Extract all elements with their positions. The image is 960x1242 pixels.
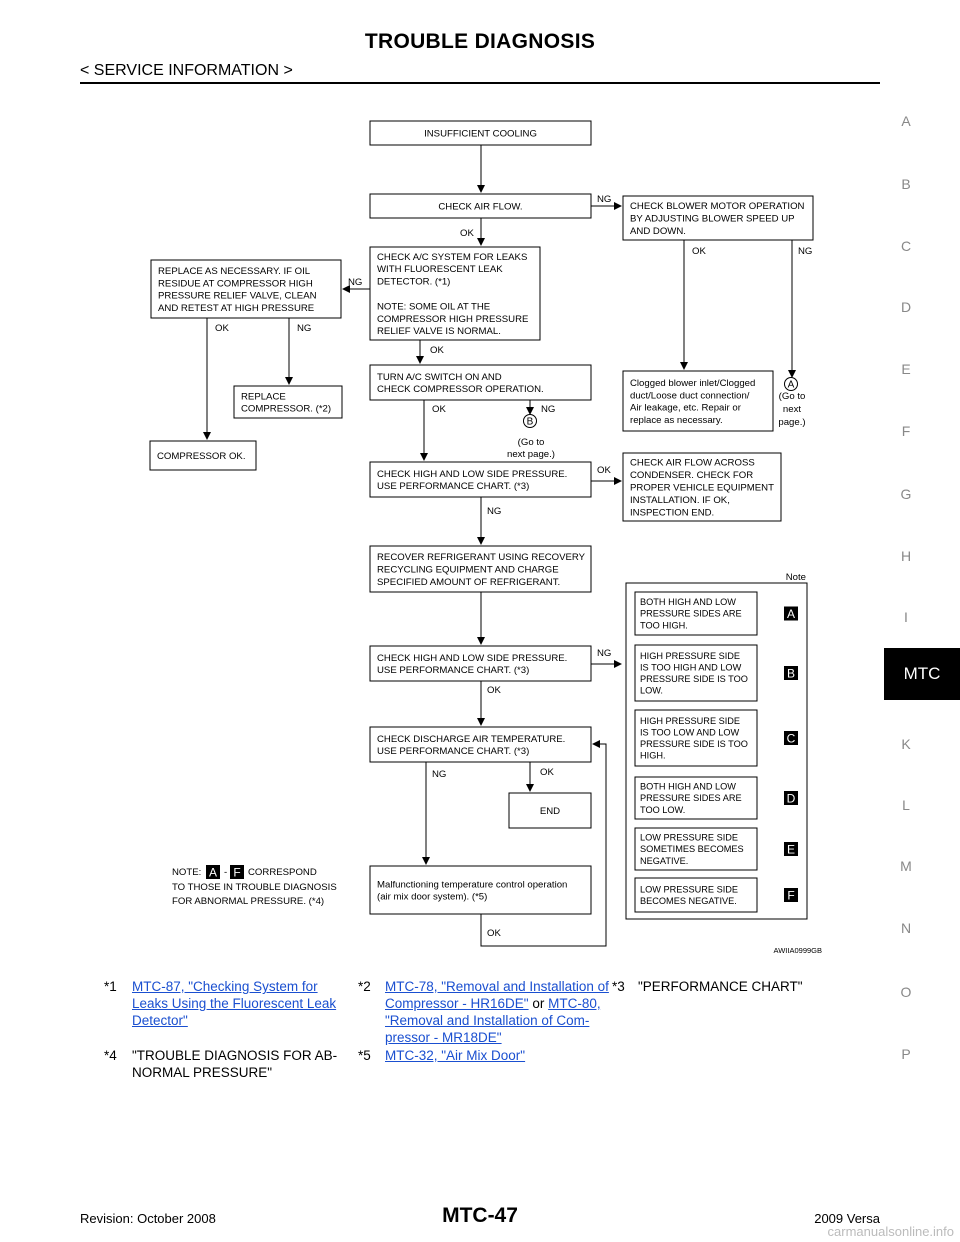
label-ok-ac: OK [432,404,446,415]
footnote-4-line2: NORMAL PRESSURE" [132,1065,273,1080]
tab-l[interactable]: L [902,797,910,813]
label-ng-ac: NG [541,404,556,415]
svg-text:CHECK COMPRESSOR OPERATION.: CHECK COMPRESSOR OPERATION. [377,384,544,396]
footnote-2-link-line5[interactable]: pressor - MR18DE" [385,1030,502,1045]
box-check-blower [623,196,813,240]
svg-text:PRESSURE SIDES ARE: PRESSURE SIDES ARE [640,793,742,804]
label-ng-pressure-1: NG [487,506,502,517]
tab-b[interactable]: B [901,176,911,192]
svg-text:TURN A/C SWITCH ON AND: TURN A/C SWITCH ON AND [377,371,502,383]
svg-text:CHECK AIR FLOW.: CHECK AIR FLOW. [438,201,523,213]
label-ok-blower: OK [692,246,706,257]
tab-m[interactable]: M [900,858,912,874]
note-correspond-text [172,865,337,907]
label-ok-air-flow: OK [460,228,474,239]
note-badge-f [230,865,244,880]
svg-text:NEGATIVE.: NEGATIVE. [640,855,689,866]
svg-text:CHECK DISCHARGE AIR TEMPERATUR: CHECK DISCHARGE AIR TEMPERATURE. [377,733,566,745]
svg-text:BOTH HIGH AND LOW: BOTH HIGH AND LOW [640,781,736,792]
svg-text:Air leakage, etc. Repair or: Air leakage, etc. Repair or [630,402,741,414]
svg-text:SOMETIMES BECOMES: SOMETIMES BECOMES [640,844,744,855]
svg-text:INSUFFICIENT COOLING: INSUFFICIENT COOLING [424,128,537,140]
box-replace-as-necessary [151,260,341,318]
svg-text:BECOMES NEGATIVE.: BECOMES NEGATIVE. [640,896,737,907]
svg-text:COMPRESSOR HIGH PRESSURE: COMPRESSOR HIGH PRESSURE [377,313,529,325]
footnote-4-num: *4 [104,1048,117,1063]
tab-mtc[interactable]: MTC [884,648,960,700]
svg-text:RECOVER REFRIGERANT USING RECO: RECOVER REFRIGERANT USING RECOVERY [377,552,586,564]
svg-text:CORRESPOND: CORRESPOND [248,867,317,878]
svg-text:PRESSURE SIDE IS TOO: PRESSURE SIDE IS TOO [640,739,748,750]
svg-text:DETECTOR. (*1): DETECTOR. (*1) [377,276,451,288]
svg-text:COMPRESSOR. (*2): COMPRESSOR. (*2) [241,403,332,415]
svg-text:CONDENSER. CHECK FOR: CONDENSER. CHECK FOR [630,470,754,482]
footnote-2-link-line1[interactable]: MTC-78, "Removal and Installation of [385,979,609,994]
label-ng-discharge: NG [432,769,447,780]
box-pressure-check-2 [370,646,591,681]
svg-text:A: A [787,379,795,391]
footnote-2-link-line3[interactable]: MTC-80, [548,996,601,1011]
footer-model: 2009 Versa [814,1211,880,1226]
footnote-5-num: *5 [358,1048,371,1063]
footnote-3-text: "PERFORMANCE CHART" [638,979,803,994]
footnote-4-line1: "TROUBLE DIAGNOSIS FOR AB- [132,1048,338,1063]
svg-text:BY ADJUSTING BLOWER SPEED UP: BY ADJUSTING BLOWER SPEED UP [630,213,795,225]
svg-text:CHECK A/C SYSTEM FOR LEAKS: CHECK A/C SYSTEM FOR LEAKS [377,251,528,263]
goto-b-line1: (Go to [517,437,545,448]
tab-i[interactable]: I [904,609,908,625]
svg-text:B: B [526,416,534,428]
goto-a-line2: next [782,404,802,415]
svg-text:FOR ABNORMAL PRESSURE. (*4): FOR ABNORMAL PRESSURE. (*4) [172,896,325,907]
box-end [509,793,591,828]
label-ok-leaks: OK [430,345,444,356]
label-ok-pressure-2: OK [487,685,501,696]
svg-text:CHECK HIGH AND LOW SIDE PRESSU: CHECK HIGH AND LOW SIDE PRESSURE. [377,468,568,480]
label-ng-air-flow: NG [597,194,612,205]
svg-text:A: A [208,865,218,880]
footnote-2-link-line2[interactable]: Compressor - HR16DE" [385,996,529,1011]
box-ac-switch [370,365,591,400]
footnote-1 [132,978,352,1029]
svg-text:BOTH HIGH AND LOW: BOTH HIGH AND LOW [640,597,736,608]
figure-id: AWIIA0999GB [773,946,822,955]
box-replace-compressor [234,386,342,418]
svg-text:TO THOSE IN TROUBLE DIAGNOSIS: TO THOSE IN TROUBLE DIAGNOSIS [172,882,337,893]
svg-text:CHECK BLOWER MOTOR OPERATION: CHECK BLOWER MOTOR OPERATION [630,201,805,213]
svg-text:PRESSURE SIDES ARE: PRESSURE SIDES ARE [640,608,742,619]
box-malfunction [370,866,591,914]
tab-c[interactable]: C [900,238,912,254]
label-ng-replace: NG [297,323,312,334]
box-check-leaks [370,247,540,340]
svg-text:TOO HIGH.: TOO HIGH. [640,620,688,631]
footnote-1-num: *1 [104,979,117,994]
svg-text:END: END [539,805,561,817]
badge-c [784,731,798,746]
svg-text:LOW PRESSURE SIDE: LOW PRESSURE SIDE [640,832,739,843]
svg-text:replace as necessary.: replace as necessary. [630,415,723,427]
label-ng-blower: NG [798,246,813,257]
svg-text:PROPER VEHICLE EQUIPMENT: PROPER VEHICLE EQUIPMENT [630,482,774,494]
footnote-5-link[interactable]: MTC-32, "Air Mix Door" [385,1048,526,1063]
goto-b-line2: next page.) [506,449,556,460]
svg-text:NOTE: SOME OIL AT THE: NOTE: SOME OIL AT THE [377,301,491,313]
svg-text:COMPRESSOR OK.: COMPRESSOR OK. [157,450,246,462]
footnote-2-num: *2 [358,979,371,994]
section-subtitle: < SERVICE INFORMATION > [80,62,293,79]
svg-text:SPECIFIED AMOUNT OF REFRIGERAN: SPECIFIED AMOUNT OF REFRIGERANT. [377,576,561,588]
svg-text:A: A [786,607,796,621]
note-label: Note [785,572,806,583]
svg-text:TOO LOW.: TOO LOW. [640,804,686,815]
box-discharge-temp [370,727,591,762]
svg-text:E: E [786,842,796,857]
svg-text:HIGH PRESSURE SIDE: HIGH PRESSURE SIDE [640,650,741,661]
svg-text:REPLACE AS NECESSARY. IF OIL: REPLACE AS NECESSARY. IF OIL [158,265,311,277]
watermark: carmanualsonline.info [827,1224,954,1239]
footnote-2-link-line4[interactable]: "Removal and Installation of Com- [385,1013,590,1028]
svg-text:duct/Loose duct connection/: duct/Loose duct connection/ [630,390,750,402]
footnote-1-link-line1[interactable]: MTC-87, "Checking System for [132,979,318,994]
tab-h[interactable]: H [900,548,912,564]
badge-f [784,888,798,903]
svg-text:IS TOO LOW AND LOW: IS TOO LOW AND LOW [640,727,740,738]
label-ng-pressure-2: NG [597,648,612,659]
note-badge-a [206,865,220,880]
svg-text:B: B [786,666,796,681]
label-ok-discharge: OK [540,767,554,778]
svg-text:-: - [224,867,228,878]
box-insufficient-cooling [370,121,591,145]
svg-text:HIGH PRESSURE SIDE: HIGH PRESSURE SIDE [640,715,741,726]
badge-d [784,791,798,806]
page-title: TROUBLE DIAGNOSIS [364,30,596,53]
svg-text:PRESSURE RELIEF VALVE, CLEAN: PRESSURE RELIEF VALVE, CLEAN [158,290,317,302]
label-ok-pressure-1: OK [597,465,611,476]
tab-d[interactable]: D [900,299,912,315]
footnote-2 [385,978,615,1046]
svg-text:F: F [787,888,795,903]
svg-text:(air mix door system). (*5): (air mix door system). (*5) [377,891,488,903]
svg-text:F: F [233,865,241,880]
svg-text:RECYCLING EQUIPMENT AND CHARGE: RECYCLING EQUIPMENT AND CHARGE [377,564,559,576]
label-ok-replace: OK [215,323,229,334]
tab-n[interactable]: N [900,920,912,936]
svg-text:RELIEF VALVE IS NORMAL.: RELIEF VALVE IS NORMAL. [377,326,501,338]
box-clogged [623,371,773,431]
tab-a[interactable]: A [901,113,911,129]
box-recover-refrigerant [370,546,591,592]
footnote-3-num: *3 [612,979,625,994]
svg-text:HIGH.: HIGH. [640,750,666,761]
tab-f[interactable]: F [901,423,911,439]
tab-k[interactable]: K [901,736,911,752]
svg-text:RESIDUE AT COMPRESSOR HIGH: RESIDUE AT COMPRESSOR HIGH [158,278,313,290]
goto-a-marker [785,378,798,391]
footnote-1-link-line3[interactable]: Detector" [132,1013,188,1028]
svg-text:INSTALLATION. IF OK,: INSTALLATION. IF OK, [630,494,730,506]
footer-revision: Revision: October 2008 [80,1211,216,1226]
box-check-air-flow [370,194,591,218]
svg-text:NOTE:: NOTE: [172,867,202,878]
tab-o[interactable]: O [900,984,912,1000]
footnote-4 [132,1047,337,1081]
svg-text:AND RETEST AT HIGH PRESSURE: AND RETEST AT HIGH PRESSURE [158,303,315,315]
badge-e [784,842,798,857]
svg-text:CHECK HIGH AND LOW SIDE PRESSU: CHECK HIGH AND LOW SIDE PRESSURE. [377,652,568,664]
svg-text:USE PERFORMANCE CHART. (*3): USE PERFORMANCE CHART. (*3) [377,746,530,758]
goto-a-line1: (Go to [778,391,806,402]
label-ok-malfunction: OK [487,928,501,939]
box-compressor-ok [150,441,256,470]
box-check-condenser [623,453,781,521]
svg-text:Malfunctioning temperature con: Malfunctioning temperature control operation [377,879,568,891]
svg-text:Clogged blower inlet/Clogged: Clogged blower inlet/Clogged [630,377,756,389]
footer-page-number: MTC-47 [442,1204,518,1227]
svg-text:C: C [786,731,796,746]
svg-text:D: D [786,791,796,806]
badge-b [784,666,798,681]
svg-text:INSPECTION END.: INSPECTION END. [630,507,715,519]
svg-text:USE PERFORMANCE CHART. (*3): USE PERFORMANCE CHART. (*3) [377,665,530,677]
goto-b-marker [524,415,537,428]
badge-a [784,607,798,622]
svg-text:AND DOWN.: AND DOWN. [630,225,686,237]
svg-text:PRESSURE SIDE IS TOO: PRESSURE SIDE IS TOO [640,674,748,685]
svg-text:REPLACE: REPLACE [241,391,286,403]
box-pressure-check-1 [370,462,591,497]
svg-text:USE PERFORMANCE CHART. (*3): USE PERFORMANCE CHART. (*3) [377,481,530,493]
svg-text:IS TOO HIGH AND LOW: IS TOO HIGH AND LOW [640,662,742,673]
tab-e[interactable]: E [901,361,911,377]
tab-g[interactable]: G [900,486,912,502]
label-ng-leaks: NG [348,277,363,288]
svg-text:WITH FLUORESCENT LEAK: WITH FLUORESCENT LEAK [377,264,503,276]
goto-a-line3: page.) [778,417,806,428]
svg-text:LOW.: LOW. [640,685,663,696]
footnote-2-or: or [532,996,545,1011]
svg-text:CHECK AIR FLOW ACROSS: CHECK AIR FLOW ACROSS [630,457,755,469]
tab-p[interactable]: P [901,1046,911,1062]
footnote-1-link-line2[interactable]: Leaks Using the Fluorescent Leak [132,996,337,1011]
footnote-5 [385,1047,525,1064]
svg-text:LOW PRESSURE SIDE: LOW PRESSURE SIDE [640,884,739,895]
